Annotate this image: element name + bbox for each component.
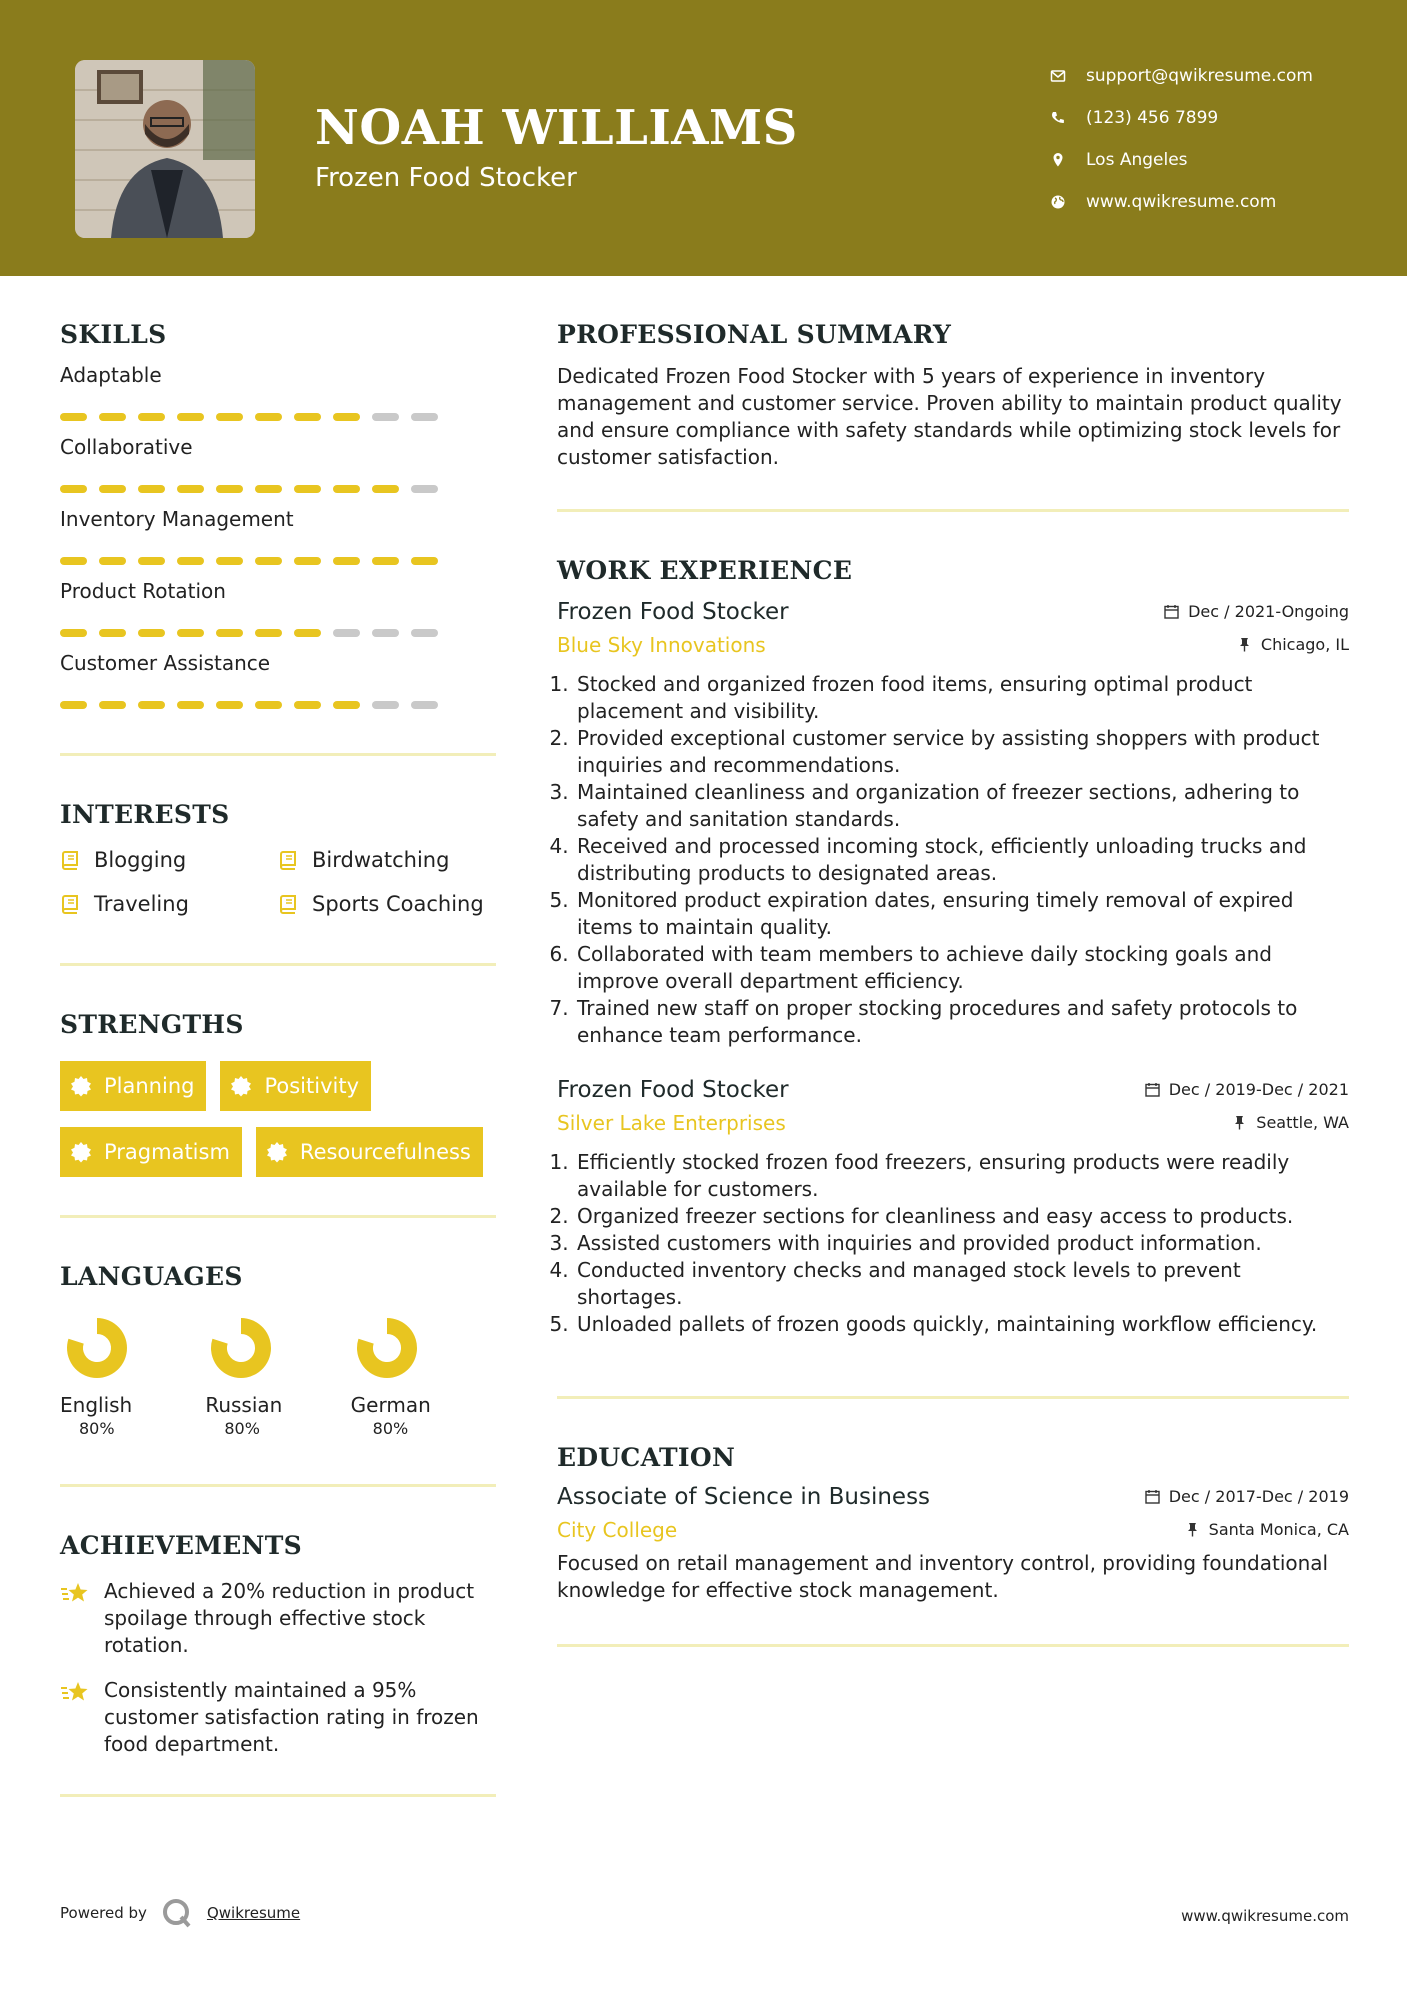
- responsibility-item: 2. Organized freezer sections for cleanliness and easy access to products.: [575, 1203, 1349, 1230]
- education-section: [557, 1443, 1349, 1647]
- job-subheader: [557, 1111, 1349, 1135]
- responsibility-item: 4. Received and processed incoming stock, efficiently unloading trucks and distributing products to designated areas.: [575, 833, 1349, 887]
- interests-list: [60, 845, 496, 919]
- skill-level-dash: [372, 557, 399, 565]
- summary-heading: PROFESSIONAL SUMMARY: [557, 320, 952, 349]
- strength-tag: [60, 1061, 206, 1111]
- responsibility-item: 5. Unloaded pallets of frozen goods quickly, maintaining workflow efficiency.: [575, 1311, 1349, 1338]
- skill-level-dash: [255, 629, 282, 637]
- skill-item: [60, 507, 496, 565]
- footer-powered-by: [60, 1897, 300, 1929]
- summary-text: Dedicated Frozen Food Stocker with 5 years of experience in inventory management and customer service. Proven ability to maintain product quality and ensure compliance with safety standards while optimizing stock levels for customer satisfaction.: [557, 364, 1342, 469]
- language-progress-ring: [210, 1317, 272, 1379]
- skill-level-dash: [60, 629, 87, 637]
- language-percent: 80%: [372, 1419, 409, 1438]
- languages-heading: LANGUAGES: [60, 1262, 243, 1291]
- education-heading: EDUCATION: [557, 1443, 736, 1472]
- job-title: Frozen Food Stocker: [557, 599, 789, 625]
- skill-level-dash: [255, 557, 282, 565]
- book-icon: [278, 894, 298, 914]
- skill-name: Collaborative: [60, 435, 193, 459]
- section-divider: [60, 1484, 496, 1487]
- language-percent: 80%: [224, 1419, 260, 1438]
- section-divider: [60, 1794, 496, 1797]
- qwikresume-link[interactable]: Qwikresume: [206, 1904, 301, 1922]
- skill-level-dash: [255, 413, 282, 421]
- education-header: [557, 1484, 1349, 1510]
- skill-level-dash: [372, 701, 399, 709]
- badge-icon: [230, 1075, 252, 1097]
- responsibility-item: 3. Maintained cleanliness and organization of freezer sections, adhering to safety and sanitation standards.: [575, 779, 1349, 833]
- skill-level-dash: [294, 701, 321, 709]
- achievement-text: Consistently maintained a 95% customer satisfaction rating in frozen food department.: [104, 1678, 479, 1756]
- job-dates-text: Dec / 2019-Dec / 2021: [1168, 1080, 1349, 1099]
- achievements-section: [60, 1531, 496, 1797]
- skill-name: Adaptable: [60, 363, 162, 387]
- job-responsibilities: [557, 1149, 1349, 1338]
- education-subheader: [557, 1518, 1349, 1542]
- candidate-title: Frozen Food Stocker: [315, 163, 577, 193]
- skill-level-dash: [333, 413, 360, 421]
- interest-label: Blogging: [94, 848, 187, 872]
- pushpin-icon: [1237, 637, 1252, 652]
- experience-section: [557, 556, 1349, 1399]
- skill-level-dash: [372, 629, 399, 637]
- skill-level-bar: [60, 485, 496, 493]
- skill-level-dash: [294, 557, 321, 565]
- language-progress-ring: [356, 1317, 418, 1379]
- skill-level-dash: [216, 485, 243, 493]
- skill-level-dash: [411, 413, 438, 421]
- section-divider: [557, 509, 1349, 512]
- contact-website-text: www.qwikresume.com: [1086, 192, 1277, 212]
- contact-location: [1050, 139, 1313, 181]
- language-progress-arc: [75, 1326, 119, 1370]
- strengths-heading: STRENGTHS: [60, 1010, 244, 1039]
- skill-level-dash: [177, 557, 204, 565]
- skill-level-dash: [255, 701, 282, 709]
- skill-level-dash: [294, 485, 321, 493]
- skill-item: [60, 435, 496, 493]
- globe-icon: [1050, 194, 1066, 210]
- responsibility-item: 2. Provided exceptional customer service by assisting shoppers with product inquiries and recommendations.: [575, 725, 1349, 779]
- skill-level-dash: [411, 629, 438, 637]
- qwikresume-logo-icon: [161, 1897, 193, 1929]
- contact-phone[interactable]: [1050, 97, 1313, 139]
- skill-item: [60, 579, 496, 637]
- contact-phone-text: (123) 456 7899: [1086, 108, 1219, 128]
- skills-section: [60, 320, 496, 756]
- education-description: Focused on retail management and inventory control, providing foundational knowledge for effective stock management.: [557, 1551, 1329, 1602]
- achievements-list: [60, 1578, 496, 1758]
- responsibility-item: 4. Conducted inventory checks and managed stock levels to prevent shortages.: [575, 1257, 1349, 1311]
- skill-level-dash: [411, 485, 438, 493]
- envelope-icon: [1050, 68, 1066, 84]
- calendar-icon: [1145, 1082, 1160, 1097]
- skill-level-dash: [60, 413, 87, 421]
- skill-level-dash: [99, 701, 126, 709]
- company-name: Blue Sky Innovations: [557, 633, 766, 657]
- skill-level-bar: [60, 557, 496, 565]
- job-location-text: Seattle, WA: [1256, 1113, 1349, 1132]
- skill-level-bar: [60, 629, 496, 637]
- right-column: [557, 320, 1349, 1647]
- skill-level-dash: [294, 629, 321, 637]
- skill-level-dash: [138, 413, 165, 421]
- interest-item: [278, 845, 496, 875]
- interest-item: [60, 889, 278, 919]
- resume-header: [0, 0, 1407, 276]
- calendar-icon: [1145, 1489, 1160, 1504]
- badge-icon: [70, 1141, 92, 1163]
- skill-level-dash: [333, 485, 360, 493]
- phone-icon: [1050, 110, 1066, 126]
- interest-item: [278, 889, 496, 919]
- job-entry: [557, 599, 1349, 1049]
- job-header: [557, 1077, 1349, 1103]
- skill-level-dash: [177, 485, 204, 493]
- achievements-heading: ACHIEVEMENTS: [60, 1531, 302, 1560]
- book-icon: [60, 894, 80, 914]
- strengths-list: [60, 1061, 496, 1177]
- language-item: [60, 1317, 205, 1438]
- job-subheader: [557, 633, 1349, 657]
- skill-level-dash: [99, 485, 126, 493]
- skill-item: [60, 651, 496, 709]
- job-location: [1237, 635, 1349, 654]
- contact-website[interactable]: [1050, 181, 1313, 223]
- badge-icon: [70, 1075, 92, 1097]
- summary-section: [557, 320, 1349, 512]
- job-location: [1232, 1113, 1349, 1132]
- skill-level-dash: [216, 557, 243, 565]
- strength-label: Positivity: [264, 1074, 359, 1098]
- skill-level-bar: [60, 701, 496, 709]
- job-header: [557, 599, 1349, 625]
- languages-list: [60, 1317, 496, 1438]
- book-icon: [278, 850, 298, 870]
- responsibility-item: 1. Efficiently stocked frozen food freezers, ensuring products were readily available for customers.: [575, 1149, 1349, 1203]
- skill-name: Customer Assistance: [60, 651, 271, 675]
- interest-label: Birdwatching: [312, 848, 450, 872]
- skill-level-dash: [138, 485, 165, 493]
- skill-level-dash: [372, 485, 399, 493]
- contact-location-text: Los Angeles: [1086, 150, 1188, 170]
- strength-label: Planning: [104, 1074, 195, 1098]
- skill-level-dash: [216, 413, 243, 421]
- location-pin-icon: [1050, 152, 1066, 168]
- achievement-item: [60, 1578, 496, 1659]
- skills-heading: SKILLS: [60, 320, 167, 349]
- education-dates: [1145, 1487, 1349, 1506]
- skill-level-dash: [138, 701, 165, 709]
- achievement-text: Achieved a 20% reduction in product spoilage through effective stock rotation.: [104, 1579, 475, 1657]
- skill-level-dash: [60, 557, 87, 565]
- job-dates-text: Dec / 2021-Ongoing: [1188, 602, 1349, 621]
- achievement-item: [60, 1677, 496, 1758]
- school-name: City College: [557, 1518, 678, 1542]
- interests-section: [60, 800, 496, 966]
- responsibility-item: 6. Collaborated with team members to achieve daily stocking goals and improve overall department efficiency.: [575, 941, 1349, 995]
- skill-level-dash: [138, 557, 165, 565]
- strength-label: Resourcefulness: [299, 1140, 471, 1164]
- responsibility-item: 5. Monitored product expiration dates, ensuring timely removal of expired items to maintain quality.: [575, 887, 1349, 941]
- profile-photo: [75, 60, 255, 238]
- pushpin-icon: [1185, 1522, 1200, 1537]
- skill-level-dash: [216, 629, 243, 637]
- skill-level-dash: [333, 629, 360, 637]
- skill-level-dash: [333, 701, 360, 709]
- skill-level-dash: [99, 629, 126, 637]
- job-title: Frozen Food Stocker: [557, 1077, 789, 1103]
- interest-label: Traveling: [94, 892, 189, 916]
- star-icon: [60, 1580, 90, 1608]
- skill-level-dash: [411, 557, 438, 565]
- skill-level-dash: [60, 485, 87, 493]
- skill-name: Inventory Management: [60, 507, 294, 531]
- candidate-name: NOAH WILLIAMS: [315, 100, 798, 156]
- degree-title: Associate of Science in Business: [557, 1484, 931, 1510]
- skill-level-dash: [138, 629, 165, 637]
- language-name: Russian: [205, 1393, 283, 1417]
- section-divider: [557, 1644, 1349, 1647]
- interests-heading: INTERESTS: [60, 800, 230, 829]
- responsibility-item: 3. Assisted customers with inquiries and provided product information.: [575, 1230, 1349, 1257]
- skill-level-dash: [216, 701, 243, 709]
- language-name: German: [350, 1393, 431, 1417]
- skill-level-dash: [411, 701, 438, 709]
- education-dates-text: Dec / 2017-Dec / 2019: [1168, 1487, 1349, 1506]
- strength-tag: [256, 1127, 483, 1177]
- book-icon: [60, 850, 80, 870]
- skill-level-dash: [99, 413, 126, 421]
- job-responsibilities: [557, 671, 1349, 1049]
- skill-level-dash: [177, 629, 204, 637]
- job-entry: [557, 1077, 1349, 1338]
- strength-tag: [60, 1127, 242, 1177]
- pushpin-icon: [1232, 1115, 1247, 1130]
- badge-icon: [266, 1141, 288, 1163]
- skill-level-dash: [177, 701, 204, 709]
- job-dates: [1164, 602, 1349, 621]
- language-name: English: [60, 1393, 133, 1417]
- interest-item: [60, 845, 278, 875]
- contact-email-text: support@qwikresume.com: [1086, 66, 1313, 86]
- strength-tag: [220, 1061, 371, 1111]
- responsibility-item: 1. Stocked and organized frozen food items, ensuring optimal product placement and visibility.: [575, 671, 1349, 725]
- section-divider: [60, 1215, 496, 1218]
- languages-section: [60, 1262, 496, 1487]
- skill-level-dash: [99, 557, 126, 565]
- skill-level-dash: [60, 701, 87, 709]
- skill-level-dash: [372, 413, 399, 421]
- skill-level-dash: [255, 485, 282, 493]
- contact-email[interactable]: [1050, 55, 1313, 97]
- education-location-text: Santa Monica, CA: [1208, 1520, 1349, 1539]
- language-progress-arc: [219, 1326, 263, 1370]
- section-divider: [557, 1396, 1349, 1399]
- skill-item: [60, 363, 496, 421]
- language-item: [351, 1317, 496, 1438]
- section-divider: [60, 963, 496, 966]
- job-location-text: Chicago, IL: [1260, 635, 1349, 654]
- strength-label: Pragmatism: [104, 1140, 230, 1164]
- star-icon: [60, 1679, 90, 1707]
- section-divider: [60, 753, 496, 756]
- skill-level-dash: [294, 413, 321, 421]
- language-progress-ring: [66, 1317, 128, 1379]
- strengths-section: [60, 1010, 496, 1218]
- language-item: [205, 1317, 350, 1438]
- skills-list: [60, 363, 496, 709]
- left-column: [60, 320, 496, 1797]
- contact-list: [1050, 55, 1313, 223]
- powered-by-label: Powered by: [60, 1904, 147, 1922]
- company-name: Silver Lake Enterprises: [557, 1111, 786, 1135]
- skill-name: Product Rotation: [60, 579, 226, 603]
- skill-level-dash: [333, 557, 360, 565]
- calendar-icon: [1164, 604, 1179, 619]
- skill-level-dash: [177, 413, 204, 421]
- education-location: [1185, 1520, 1349, 1539]
- experience-heading: WORK EXPERIENCE: [557, 556, 853, 585]
- responsibility-item: 7. Trained new staff on proper stocking procedures and safety protocols to enhance team performance.: [575, 995, 1349, 1049]
- job-dates: [1145, 1080, 1349, 1099]
- language-progress-arc: [365, 1326, 409, 1370]
- language-percent: 80%: [79, 1419, 115, 1438]
- skill-level-bar: [60, 413, 496, 421]
- footer-website[interactable]: www.qwikresume.com: [1181, 1907, 1349, 1925]
- interest-label: Sports Coaching: [312, 892, 484, 916]
